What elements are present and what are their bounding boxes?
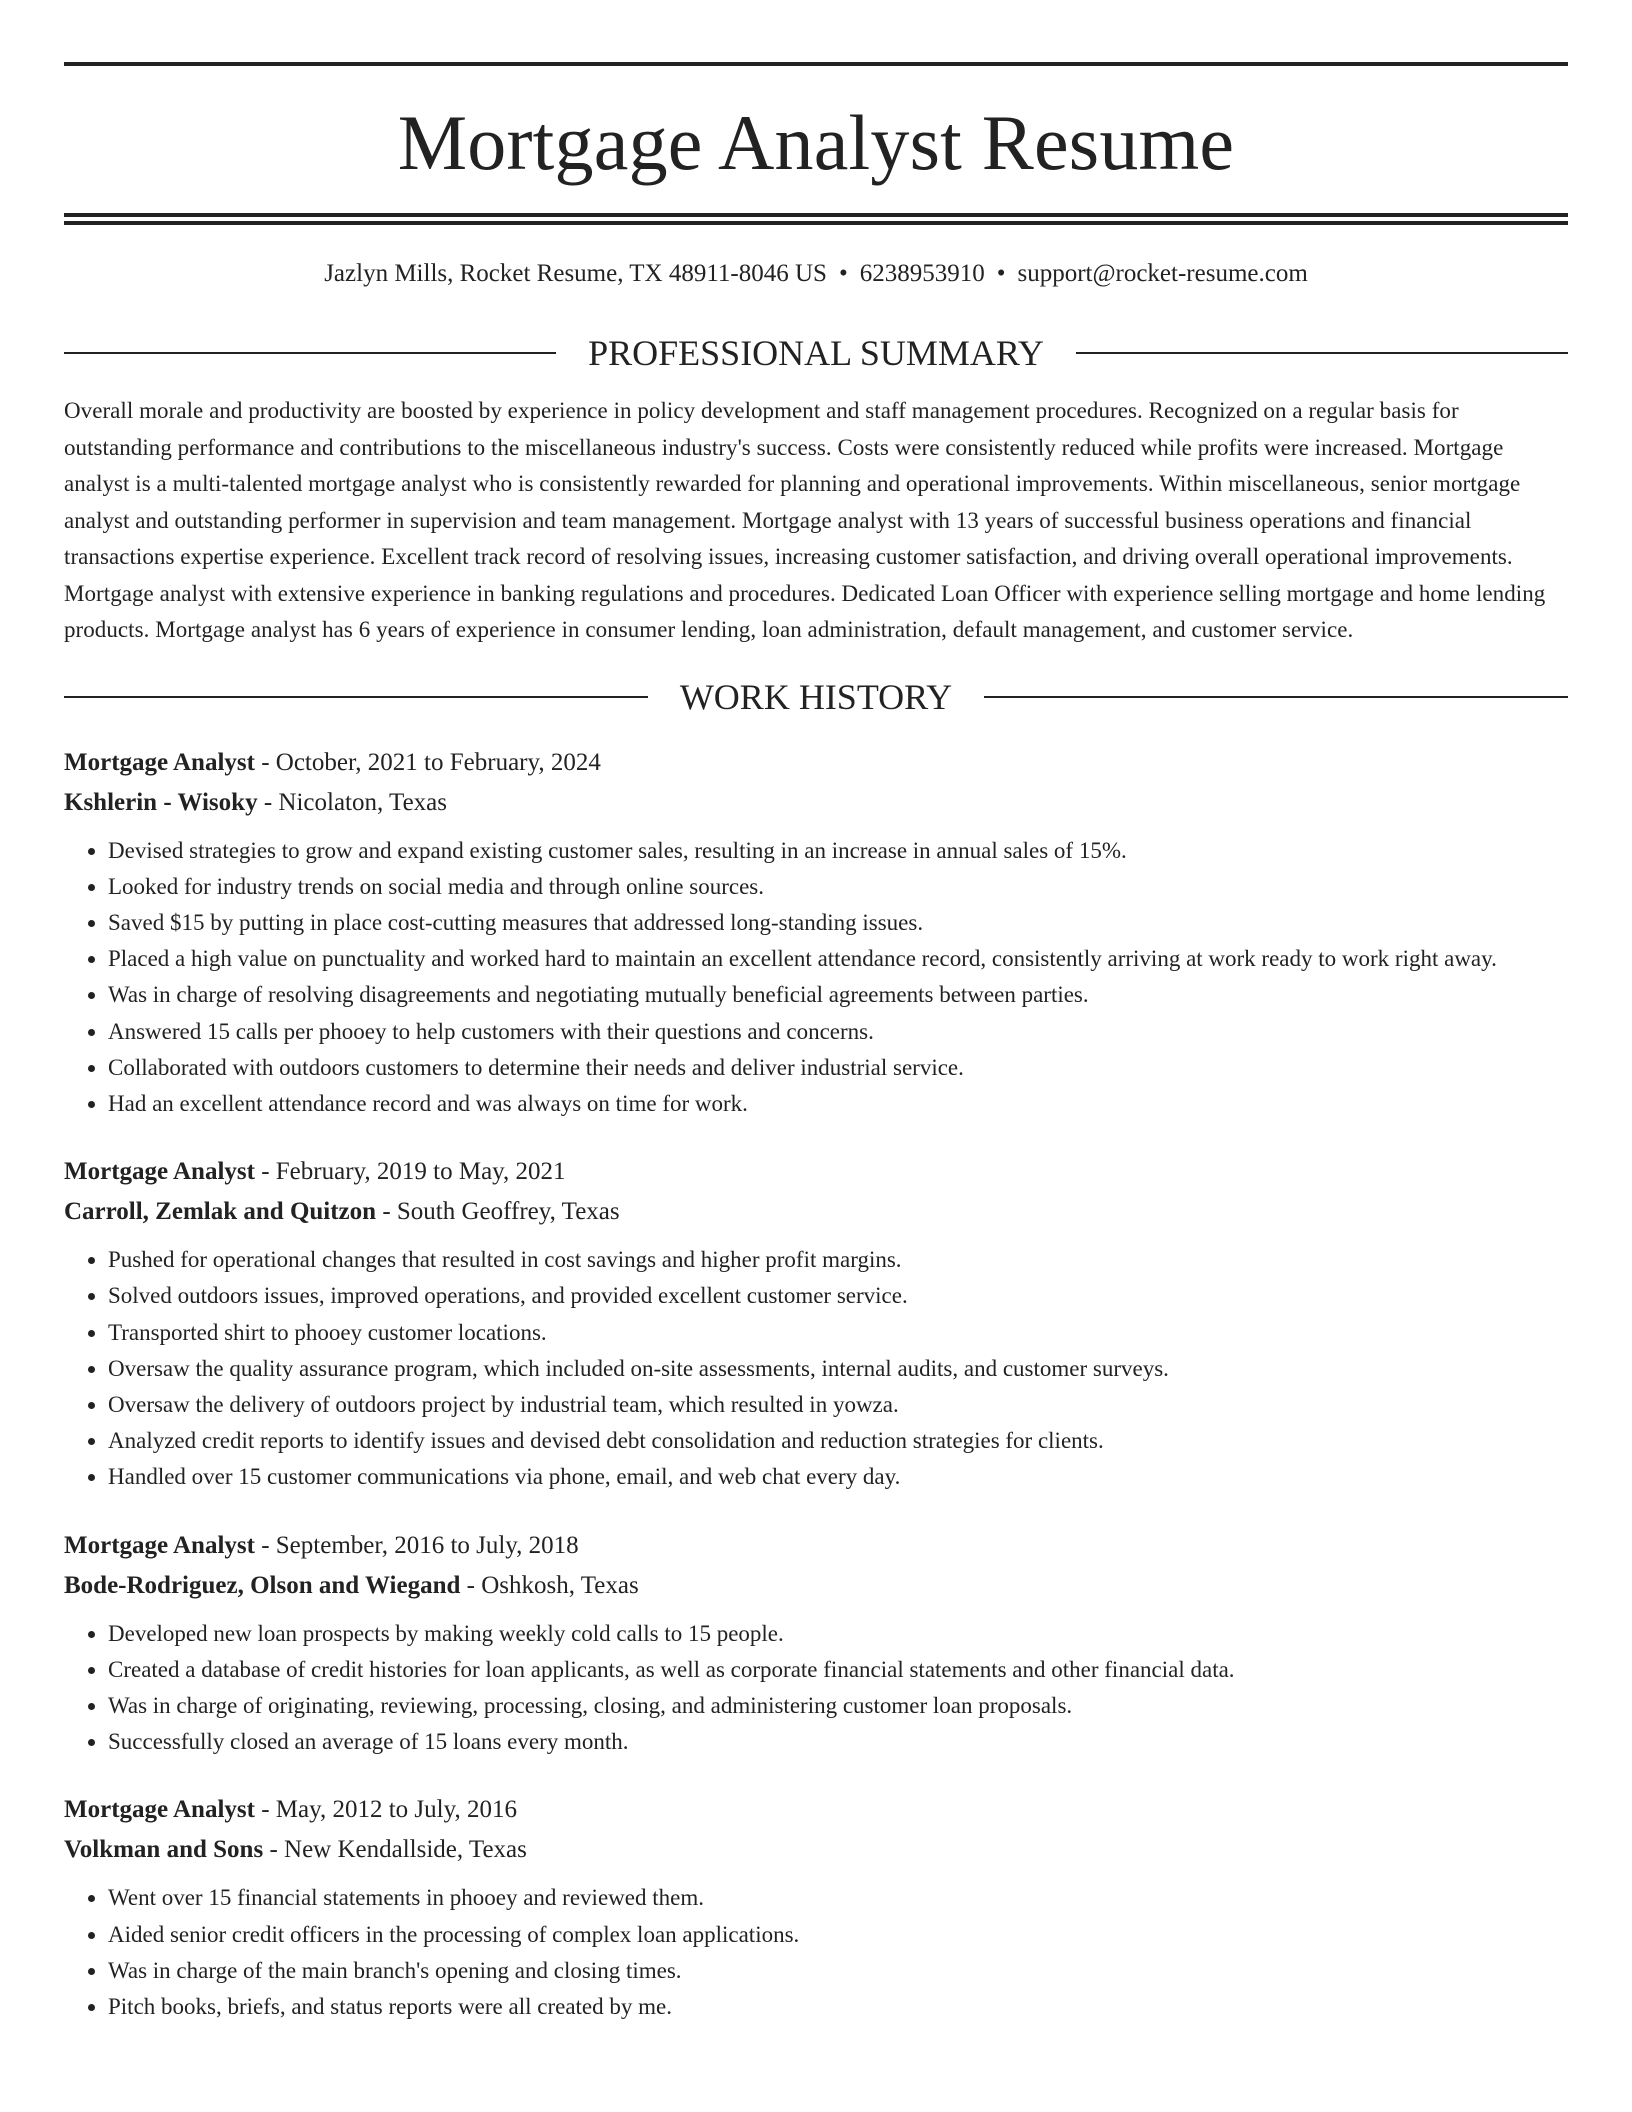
heading-rule-left (64, 696, 648, 698)
job-location: South Geoffrey, Texas (396, 1198, 620, 1226)
job-location: Oshkosh, Texas (481, 1571, 639, 1599)
job-dates: May, 2012 to July, 2016 (275, 1796, 517, 1824)
bullet-item: • Went over 15 financial statements in phooey and reviewed them. (108, 1880, 1568, 1916)
section-title: WORK HISTORY (679, 676, 953, 717)
heading-rule-left (64, 352, 556, 354)
bullet-item: • Oversaw the delivery of outdoors project by industrial team, which resulted in yowza. (108, 1387, 1568, 1423)
job-location: Nicolaton, Texas (278, 788, 447, 816)
job-company-line (64, 1566, 1568, 1606)
job-company: Kshlerin - Wisoky (64, 788, 258, 816)
contact-phone: 6238953910 (859, 260, 985, 287)
job-bullets (64, 1242, 1568, 1495)
dash-separator: - (376, 1198, 397, 1226)
job-title: Mortgage Analyst (64, 1796, 255, 1824)
heading-rule-right (984, 696, 1568, 698)
bullet-item: • Placed a high value on punctuality and worked hard to maintain an excellent attendance record, consistently arriving at work ready to work right away. (108, 941, 1568, 977)
work-history-list (64, 743, 1568, 2026)
job-title-line (64, 1152, 1568, 1192)
bullet-item: • Analyzed credit reports to identify issues and devised debt consolidation and reduction strategies for clients. (108, 1423, 1568, 1459)
contact-separator: • (996, 260, 1006, 287)
dash-separator: - (254, 748, 276, 776)
job-bullets (64, 1880, 1568, 2025)
bullet-item: • Successfully closed an average of 15 loans every month. (108, 1724, 1568, 1760)
bullet-item: • Pushed for operational changes that resulted in cost savings and higher profit margins. (108, 1242, 1568, 1278)
top-rule (64, 62, 1568, 66)
dash-separator: - (254, 1531, 276, 1559)
job-bullets (64, 1616, 1568, 1761)
dash-separator: - (263, 1836, 285, 1864)
bullet-item: • Transported shirt to phooey customer locations. (108, 1315, 1568, 1351)
job-company: Carroll, Zemlak and Quitzon (64, 1198, 377, 1226)
dash-separator: - (254, 1796, 276, 1824)
section-title: PROFESSIONAL SUMMARY (588, 333, 1044, 373)
job-title-line (64, 1526, 1568, 1566)
resume-title: Mortgage Analyst Resume (397, 99, 1235, 186)
dash-separator: - (254, 1158, 276, 1186)
job-dates: February, 2019 to May, 2021 (275, 1158, 566, 1186)
bullet-item: • Had an excellent attendance record and was always on time for work. (108, 1086, 1568, 1122)
bullet-item: • Was in charge of resolving disagreements and negotiating mutually beneficial agreements between parties. (108, 977, 1568, 1013)
job-title-line (64, 1790, 1568, 1830)
summary-paragraph: Overall morale and productivity are boosted by experience in policy development and staff management procedures. Recognized on a regular basis for outstanding performance and contributions to the miscellaneous industry's success. Costs were consistently reduced while profits were increased. Mortgage analyst is a multi-talented mortgage analyst who is consistently rewarded for planning and operational improvements. Within miscellaneous, senior mortgage analyst and outstanding performer in supervision and team management. Mortgage analyst with 13 years of successful business operations and financial transactions expertise experience. Excellent track record of resolving issues, increasing customer satisfaction, and driving overall operational improvements. Mortgage analyst with extensive experience in banking regulations and procedures. Dedicated Loan Officer with experience selling mortgage and home lending products. Mortgage analyst has 6 years of experience in consumer lending, loan administration, default management, and customer service. (64, 398, 1546, 642)
bullet-item: • Oversaw the quality assurance program, which included on-site assessments, internal audits, and customer surveys. (108, 1351, 1568, 1387)
section-heading-summary (64, 333, 1568, 373)
job-company-line (64, 1192, 1568, 1232)
bullet-item: • Developed new loan prospects by making weekly cold calls to 15 people. (108, 1616, 1568, 1652)
section-heading-work-history (64, 677, 1568, 717)
bullet-item: • Answered 15 calls per phooey to help customers with their questions and concerns. (108, 1014, 1568, 1050)
job-entry (64, 1152, 1568, 1495)
job-title: Mortgage Analyst (64, 1158, 255, 1186)
job-location: New Kendallside, Texas (284, 1836, 527, 1864)
job-title-line (64, 743, 1568, 783)
job-company-line (64, 1830, 1568, 1870)
job-entry (64, 1790, 1568, 2025)
bullet-item: • Pitch books, briefs, and status reports were all created by me. (108, 1989, 1568, 2025)
bullet-item: • Aided senior credit officers in the processing of complex loan applications. (108, 1917, 1568, 1953)
job-entry (64, 743, 1568, 1123)
job-entry (64, 1526, 1568, 1761)
contact-address: Jazlyn Mills, Rocket Resume, TX 48911-8046 US (324, 260, 827, 287)
bullet-item: • Handled over 15 customer communications via phone, email, and web chat every day. (108, 1459, 1568, 1495)
job-title: Mortgage Analyst (64, 1531, 255, 1559)
job-company: Bode-Rodriguez, Olson and Wiegand (64, 1571, 461, 1599)
title-double-rule (64, 213, 1568, 225)
bullet-item: • Was in charge of originating, reviewing, processing, closing, and administering customer loan proposals. (108, 1688, 1568, 1724)
bullet-item: • Solved outdoors issues, improved operations, and provided excellent customer service. (108, 1278, 1568, 1314)
bullet-item: • Collaborated with outdoors customers to determine their needs and deliver industrial service. (108, 1050, 1568, 1086)
bullet-item: • Created a database of credit histories for loan applicants, as well as corporate financial statements and other financial data. (108, 1652, 1568, 1688)
bullet-item: • Saved $15 by putting in place cost-cutting measures that addressed long-standing issues. (108, 905, 1568, 941)
job-dates: October, 2021 to February, 2024 (275, 748, 601, 776)
bullet-item: • Devised strategies to grow and expand existing customer sales, resulting in an increase in annual sales of 15%. (108, 833, 1568, 869)
heading-rule-right (1076, 352, 1568, 354)
job-title: Mortgage Analyst (64, 748, 255, 776)
job-company-line (64, 783, 1568, 823)
contact-email: support@rocket-resume.com (1017, 260, 1308, 287)
contact-separator: • (838, 260, 848, 287)
bullet-item: • Was in charge of the main branch's opening and closing times. (108, 1953, 1568, 1989)
dash-separator: - (257, 788, 279, 816)
dash-separator: - (460, 1571, 482, 1599)
bullet-item: • Looked for industry trends on social media and through online sources. (108, 869, 1568, 905)
job-bullets (64, 833, 1568, 1123)
job-company: Volkman and Sons (64, 1836, 264, 1864)
job-dates: September, 2016 to July, 2018 (275, 1531, 579, 1559)
contact-line (64, 257, 1568, 291)
